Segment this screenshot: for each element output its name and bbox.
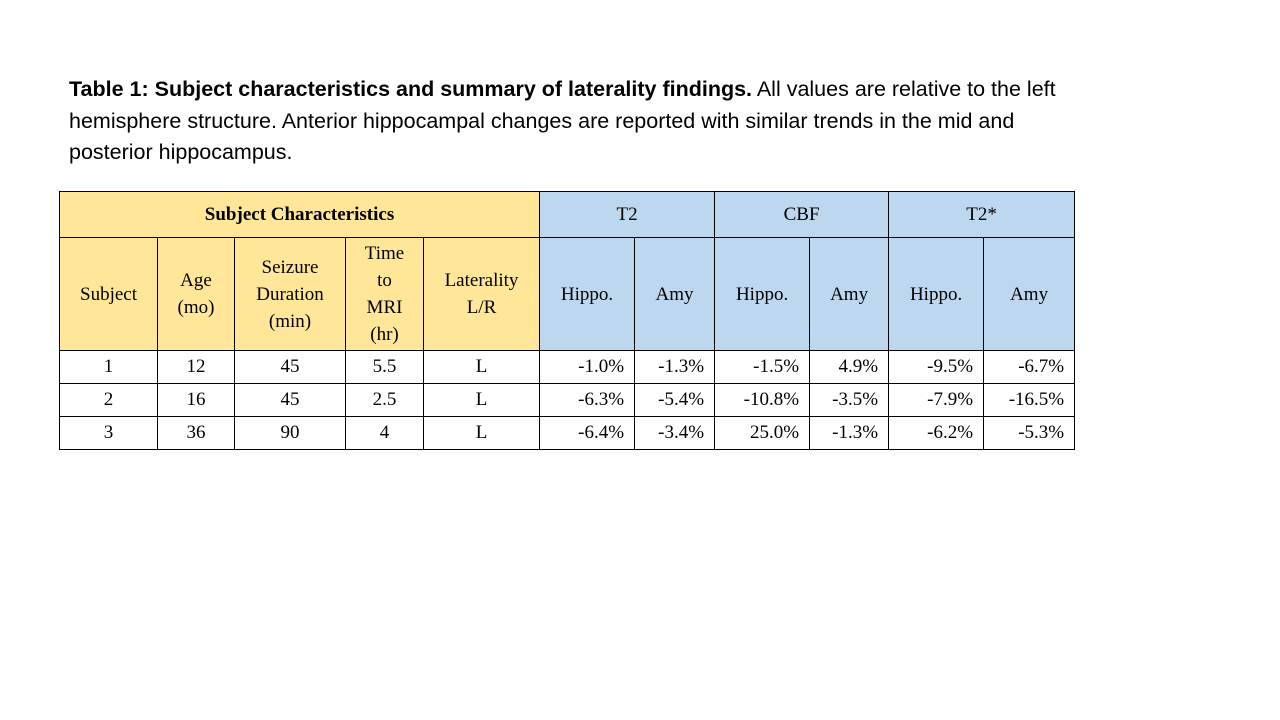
cell-t2star-amy: -5.3% [984, 417, 1075, 450]
caption-body: All values are relative to the left hemisphere structure. Anterior hippocampal changes are reported with similar trends in the mid and posterior hippocampus. [69, 77, 1056, 164]
cell-t2-hippo: -6.3% [540, 384, 635, 417]
cell-cbf-amy: -1.3% [810, 417, 889, 450]
col-header-age [158, 238, 235, 351]
col-header-time-to-mri-label: Time to MRI (hr) [364, 243, 405, 345]
group-header-cbf: CBF [715, 192, 889, 238]
cell-seizure-duration: 90 [235, 417, 346, 450]
column-header-row [60, 238, 1075, 351]
cell-cbf-hippo: 25.0% [715, 417, 810, 450]
col-header-seizure-duration-label: Seizure Duration (min) [256, 256, 324, 332]
col-header-seizure-duration [235, 238, 346, 351]
col-header-cbf-hippo: Hippo. [715, 238, 810, 351]
cell-laterality: L [424, 417, 540, 450]
cell-t2star-amy: -6.7% [984, 351, 1075, 384]
cell-t2-hippo: -6.4% [540, 417, 635, 450]
table-row [60, 417, 1075, 450]
col-header-age-label: Age (mo) [177, 270, 215, 318]
col-header-time-to-mri [346, 238, 424, 351]
cell-seizure-duration: 45 [235, 384, 346, 417]
caption-lead: Table 1: Subject characteristics and summary of laterality findings. [69, 77, 753, 101]
table-row [60, 351, 1075, 384]
cell-age: 16 [158, 384, 235, 417]
col-header-cbf-amy: Amy [810, 238, 889, 351]
cell-time-to-mri: 2.5 [346, 384, 424, 417]
col-header-laterality-label: Laterality L/R [444, 270, 519, 318]
cell-t2star-hippo: -6.2% [889, 417, 984, 450]
cell-t2-hippo: -1.0% [540, 351, 635, 384]
col-header-t2-amy: Amy [635, 238, 715, 351]
cell-age: 36 [158, 417, 235, 450]
col-header-t2-hippo: Hippo. [540, 238, 635, 351]
col-header-laterality [424, 238, 540, 351]
cell-cbf-amy: -3.5% [810, 384, 889, 417]
cell-cbf-amy: 4.9% [810, 351, 889, 384]
cell-time-to-mri: 4 [346, 417, 424, 450]
cell-t2star-hippo: -7.9% [889, 384, 984, 417]
group-header-t2star: T2* [889, 192, 1075, 238]
cell-t2-amy: -5.4% [635, 384, 715, 417]
col-header-t2star-amy: Amy [984, 238, 1075, 351]
cell-seizure-duration: 45 [235, 351, 346, 384]
results-table [59, 191, 1075, 450]
col-header-t2star-hippo: Hippo. [889, 238, 984, 351]
cell-t2-amy: -3.4% [635, 417, 715, 450]
cell-t2star-hippo: -9.5% [889, 351, 984, 384]
cell-subject: 2 [60, 384, 158, 417]
group-header-t2: T2 [540, 192, 715, 238]
cell-laterality: L [424, 384, 540, 417]
table-caption [69, 74, 1079, 169]
cell-t2star-amy: -16.5% [984, 384, 1075, 417]
cell-time-to-mri: 5.5 [346, 351, 424, 384]
group-header-row [60, 192, 1075, 238]
col-header-subject: Subject [60, 238, 158, 351]
cell-subject: 3 [60, 417, 158, 450]
cell-age: 12 [158, 351, 235, 384]
cell-t2-amy: -1.3% [635, 351, 715, 384]
cell-subject: 1 [60, 351, 158, 384]
cell-cbf-hippo: -10.8% [715, 384, 810, 417]
group-header-subject: Subject Characteristics [60, 192, 540, 238]
cell-cbf-hippo: -1.5% [715, 351, 810, 384]
cell-laterality: L [424, 351, 540, 384]
table-row [60, 384, 1075, 417]
